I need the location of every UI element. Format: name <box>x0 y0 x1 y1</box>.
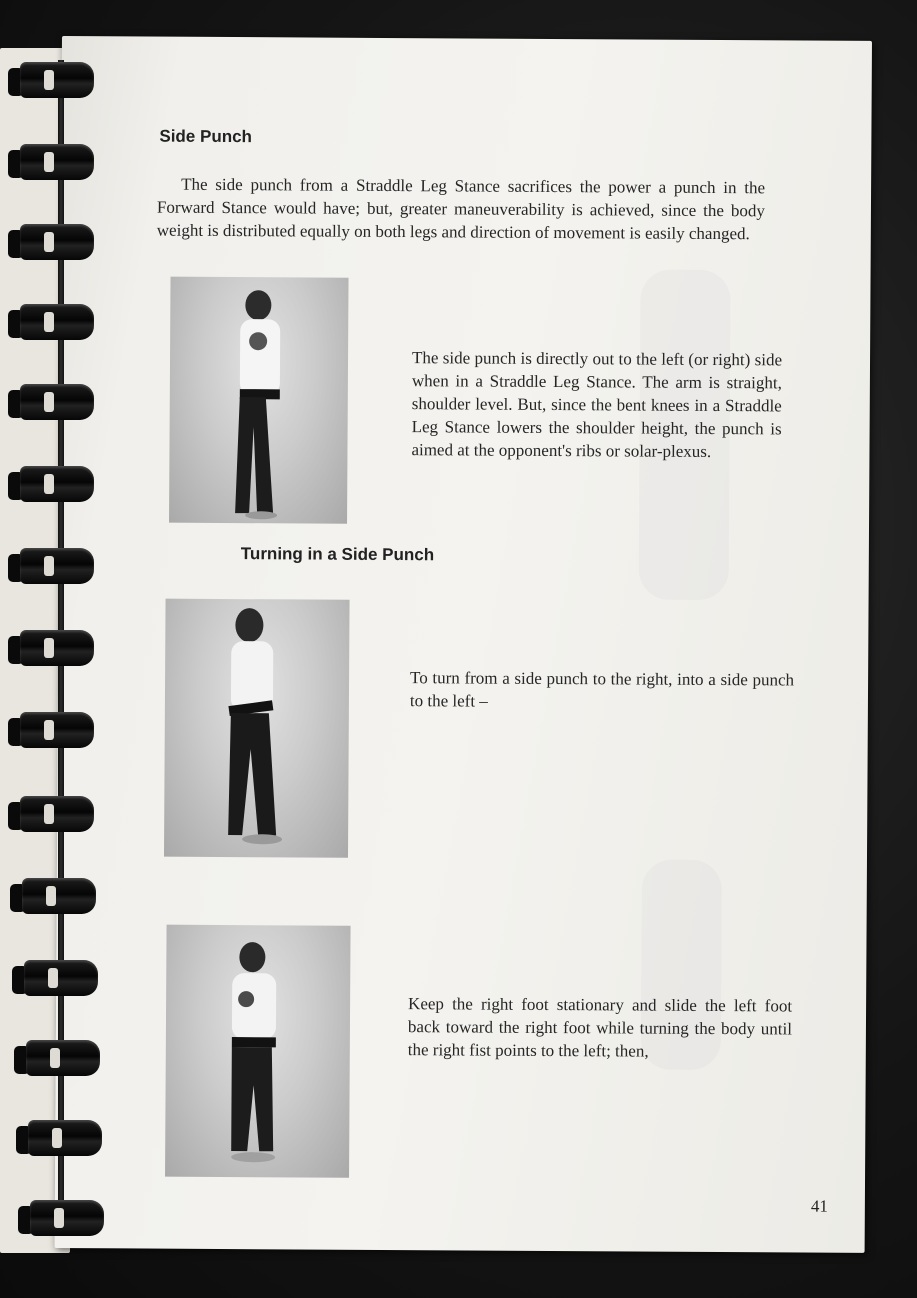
binding-coil <box>6 384 96 424</box>
binding-coil <box>6 466 96 506</box>
binding-coil <box>12 1040 102 1080</box>
figure-side-punch-illustration <box>169 277 348 524</box>
photo-turning-slide-foot <box>165 925 351 1178</box>
intro-paragraph: The side punch from a Straddle Leg Stance sacrifices the power a punch in the Forward Stance would have; but, greater maneuverability is achieved, since the body weight is distributed equally on both legs and direction of movement is easily changed. <box>156 174 766 244</box>
binding-coil <box>6 62 96 102</box>
binding-coil <box>6 712 96 752</box>
binding-coil <box>6 224 96 264</box>
binding-coil <box>10 960 100 1000</box>
binding-coil <box>6 144 96 184</box>
caption-side-punch: The side punch is directly out to the left (or right) side when in a Straddle Leg Stance. The arm is straight, shoulder level. But, since the bent knees in a Straddle Leg Stance lowers the shoulder height, the punch is aimed at the opponent's ribs or solar-plexus. <box>411 348 783 461</box>
figure-turning-start-illustration <box>164 599 350 858</box>
photo-side-punch-stance <box>169 277 348 524</box>
caption-turning-slide-foot: Keep the right foot stationary and slide the left foot back toward the right foot while turning the body until the right fist points to the left; then, <box>407 994 793 1061</box>
book-page <box>55 36 872 1253</box>
binding-coil <box>8 878 98 918</box>
binding-coil <box>6 796 96 836</box>
caption-turning-start: To turn from a side punch to the right, into a side punch to the left – <box>409 668 795 711</box>
binding-coil <box>6 304 96 344</box>
figure-turning-slide-illustration <box>165 925 351 1178</box>
section-heading-side-punch: Side Punch <box>159 126 253 147</box>
photo-turning-start <box>164 599 350 858</box>
page-number: 41 <box>810 1196 828 1216</box>
section-heading-turning: Turning in a Side Punch <box>240 544 435 565</box>
binding-coil <box>16 1200 106 1240</box>
binding-coil <box>6 548 96 588</box>
binding-coil <box>6 630 96 670</box>
binding-coil <box>14 1120 104 1160</box>
